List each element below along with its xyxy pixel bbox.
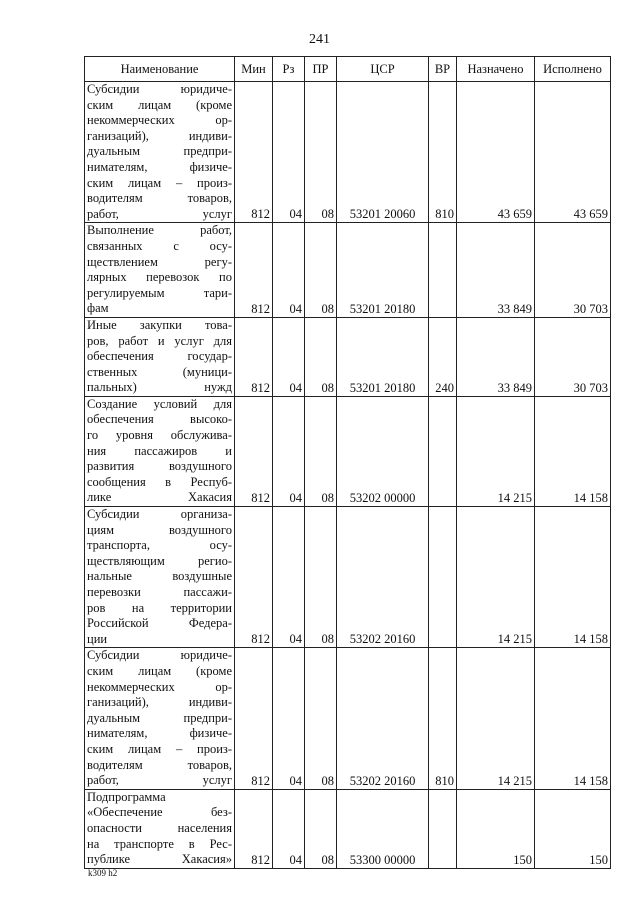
row-min: 812 bbox=[235, 223, 273, 318]
row-name-line: сообщения в Респуб- bbox=[87, 474, 232, 489]
row-assigned: 14 215 bbox=[457, 648, 535, 789]
row-vr bbox=[429, 507, 457, 648]
row-vr bbox=[429, 396, 457, 506]
row-name-line: ществлением регу- bbox=[87, 254, 232, 269]
row-vr bbox=[429, 223, 457, 318]
row-name-line: обеспечения высоко- bbox=[87, 412, 232, 427]
row-name-line: пальных) нужд bbox=[87, 380, 232, 395]
row-name bbox=[85, 789, 235, 868]
row-pr: 08 bbox=[305, 317, 337, 396]
row-name-line: на транспорте в Рес- bbox=[87, 836, 232, 851]
row-rz: 04 bbox=[273, 507, 305, 648]
row-name-line: лике Хакасия bbox=[87, 490, 232, 505]
row-name-line: циям воздушного bbox=[87, 522, 232, 537]
row-name-line: Подпрограмма bbox=[87, 789, 166, 804]
row-name-line: ским лицам (кроме bbox=[87, 97, 232, 112]
row-csr: 53300 00000 bbox=[337, 789, 429, 868]
row-name-line: дуальным предпри- bbox=[87, 144, 232, 159]
row-vr: 810 bbox=[429, 82, 457, 223]
row-pr: 08 bbox=[305, 507, 337, 648]
row-assigned: 150 bbox=[457, 789, 535, 868]
footer-code: k309 h2 bbox=[88, 868, 118, 878]
row-name-line: работ, услуг bbox=[87, 773, 232, 788]
row-assigned: 33 849 bbox=[457, 223, 535, 318]
row-name-line: ществляющим регио- bbox=[87, 553, 232, 568]
row-csr: 53202 00000 bbox=[337, 396, 429, 506]
row-executed: 43 659 bbox=[535, 82, 611, 223]
row-name-line: ственных (муници- bbox=[87, 364, 232, 379]
header-vr: ВР bbox=[429, 57, 457, 82]
row-rz: 04 bbox=[273, 82, 305, 223]
row-rz: 04 bbox=[273, 223, 305, 318]
budget-table bbox=[84, 56, 611, 869]
table-row bbox=[85, 317, 611, 396]
row-name-line: Создание условий для bbox=[87, 396, 232, 411]
row-rz: 04 bbox=[273, 317, 305, 396]
table-row bbox=[85, 223, 611, 318]
row-name-line: ния пассажиров и bbox=[87, 443, 232, 458]
header-executed: Исполнено bbox=[535, 57, 611, 82]
row-name-line: ским лицам – произ- bbox=[87, 175, 232, 190]
row-assigned: 33 849 bbox=[457, 317, 535, 396]
row-csr: 53201 20060 bbox=[337, 82, 429, 223]
row-vr: 810 bbox=[429, 648, 457, 789]
row-name bbox=[85, 82, 235, 223]
row-name bbox=[85, 317, 235, 396]
row-name-line: обеспечения государ- bbox=[87, 349, 232, 364]
row-name-line: го уровня обслужива- bbox=[87, 428, 232, 443]
header-min: Мин bbox=[235, 57, 273, 82]
row-executed: 30 703 bbox=[535, 223, 611, 318]
row-name-line: ров, работ и услуг для bbox=[87, 333, 232, 348]
row-pr: 08 bbox=[305, 396, 337, 506]
row-csr: 53202 20160 bbox=[337, 648, 429, 789]
page-number: 241 bbox=[309, 32, 330, 47]
row-min: 812 bbox=[235, 82, 273, 223]
row-name bbox=[85, 223, 235, 318]
header-csr: ЦСР bbox=[337, 57, 429, 82]
row-assigned: 14 215 bbox=[457, 396, 535, 506]
row-name bbox=[85, 507, 235, 648]
row-name-line: водителям товаров, bbox=[87, 191, 232, 206]
row-name-line: перевозки пассажи- bbox=[87, 585, 232, 599]
row-pr: 08 bbox=[305, 648, 337, 789]
row-min: 812 bbox=[235, 789, 273, 868]
row-name-line: ров на территории bbox=[87, 600, 232, 615]
row-min: 812 bbox=[235, 507, 273, 648]
header-name: Наименование bbox=[85, 57, 235, 82]
header-pr: ПР bbox=[305, 57, 337, 82]
row-name-line: нимателям, физиче- bbox=[87, 159, 232, 174]
row-rz: 04 bbox=[273, 648, 305, 789]
row-name bbox=[85, 648, 235, 789]
table-row bbox=[85, 507, 611, 648]
header-assigned: Назначено bbox=[457, 57, 535, 82]
row-rz: 04 bbox=[273, 789, 305, 868]
row-name-line: некоммерческих ор- bbox=[87, 679, 232, 694]
row-name-line: нимателям, физиче- bbox=[87, 726, 232, 741]
table-row bbox=[85, 789, 611, 868]
row-name-line: ганизаций), индиви- bbox=[87, 128, 232, 143]
row-name-line: лярных перевозок по bbox=[87, 270, 232, 285]
row-name-line: Субсидии юридиче- bbox=[87, 82, 232, 96]
row-name-line: работ, услуг bbox=[87, 206, 232, 221]
row-min: 812 bbox=[235, 648, 273, 789]
row-min: 812 bbox=[235, 317, 273, 396]
row-name-line: нальные воздушные bbox=[87, 569, 232, 584]
row-name-line: ским лицам (кроме bbox=[87, 663, 232, 678]
table-row bbox=[85, 396, 611, 506]
row-pr: 08 bbox=[305, 82, 337, 223]
row-name-line: Российской Федера- bbox=[87, 616, 232, 631]
row-csr: 53201 20180 bbox=[337, 223, 429, 318]
row-name-line: ским лицам – произ- bbox=[87, 741, 232, 756]
row-assigned: 14 215 bbox=[457, 507, 535, 648]
row-name-line: ции bbox=[87, 631, 108, 646]
row-csr: 53202 20160 bbox=[337, 507, 429, 648]
row-executed: 14 158 bbox=[535, 507, 611, 648]
row-name-line: регулируемым тари- bbox=[87, 285, 232, 300]
row-name-line: Иные закупки това- bbox=[87, 317, 232, 332]
row-name-line: водителям товаров, bbox=[87, 757, 232, 772]
row-name-line: опасности населения bbox=[87, 820, 232, 835]
row-assigned: 43 659 bbox=[457, 82, 535, 223]
row-name-line: транспорта, осу- bbox=[87, 538, 232, 553]
row-executed: 14 158 bbox=[535, 648, 611, 789]
row-csr: 53201 20180 bbox=[337, 317, 429, 396]
row-name-line: публике Хакасия» bbox=[87, 852, 232, 867]
row-rz: 04 bbox=[273, 396, 305, 506]
table-row bbox=[85, 648, 611, 789]
row-name-line: связанных с осу- bbox=[87, 238, 232, 253]
row-vr bbox=[429, 789, 457, 868]
row-name-line: Субсидии организа- bbox=[87, 507, 232, 522]
row-executed: 150 bbox=[535, 789, 611, 868]
header-rz: Рз bbox=[273, 57, 305, 82]
row-name-line: фам bbox=[87, 301, 109, 316]
row-name-line: дуальным предпри- bbox=[87, 710, 232, 725]
row-vr: 240 bbox=[429, 317, 457, 396]
row-executed: 30 703 bbox=[535, 317, 611, 396]
table-row bbox=[85, 82, 611, 223]
row-name-line: некоммерческих ор- bbox=[87, 113, 232, 128]
row-pr: 08 bbox=[305, 789, 337, 868]
row-pr: 08 bbox=[305, 223, 337, 318]
row-name-line: «Обеспечение без- bbox=[87, 805, 232, 820]
row-name-line: ганизаций), индиви- bbox=[87, 695, 232, 710]
row-name-line: Субсидии юридиче- bbox=[87, 648, 232, 663]
row-executed: 14 158 bbox=[535, 396, 611, 506]
row-min: 812 bbox=[235, 396, 273, 506]
row-name bbox=[85, 396, 235, 506]
row-name-line: развития воздушного bbox=[87, 459, 232, 474]
table-header-row bbox=[85, 57, 611, 82]
row-name-line: Выполнение работ, bbox=[87, 223, 232, 238]
